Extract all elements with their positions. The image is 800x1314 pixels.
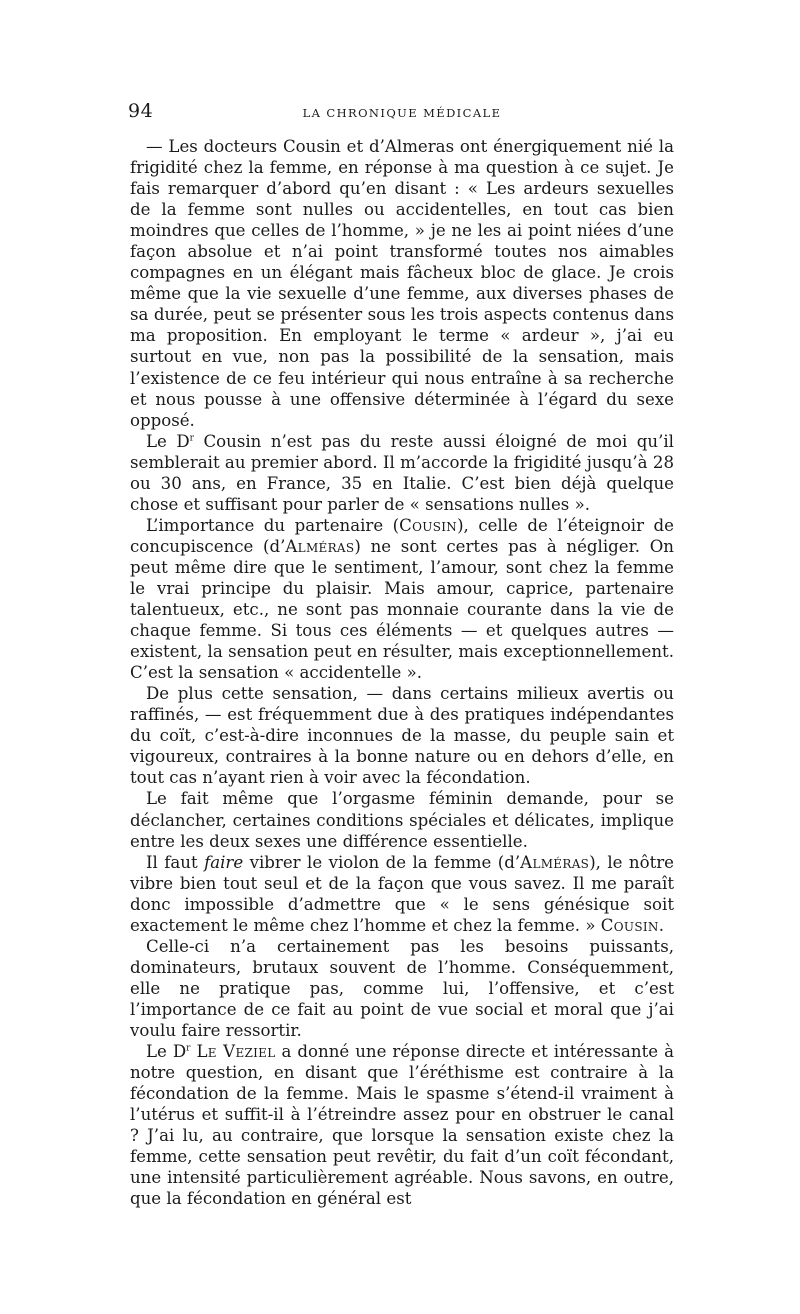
paragraph xyxy=(130,683,674,788)
text-run: a donné une réponse directe et intéressante à notre question, en disant que l’éréthisme est contraire à la fécondation de la femme. Mais le spasme s’étend-il vraiment à l’utérus et suffit-il à l’étreindre assez pour en obstruer le canal ? J’ai lu, au contraire, que lorsque la sensation existe chez la femme, cette sensation peut revêtir, du fait d’un coït fécondant, une intensité particulièrement agréable. Nous savons, en outre, que la fécondation en général est xyxy=(130,1042,674,1209)
text-run: Le D xyxy=(146,1042,187,1062)
text-run: ) ne sont certes pas à négliger. On peut même dire que le sentiment, l’amour, sont chez la femme le vrai principe du plaisir. Mais amour, caprice, partenaire talentueux, etc., ne sont pas monnaie courante dans la vie de chaque femme. Si tous ces éléments — et quelques autres — existent, la sensation peut en résulter, mais exceptionnellement. C’est la sensation « accidentelle ». xyxy=(130,536,674,683)
author-name: Cousin xyxy=(600,915,659,935)
running-title: LA CHRONIQUE MÉDICALE xyxy=(302,106,502,120)
page-header xyxy=(130,100,674,130)
page-number: 94 xyxy=(128,100,154,122)
text-run: . xyxy=(658,915,664,935)
author-name: Cousin xyxy=(399,515,458,535)
text-run: ), celle de l’éteignoir de concupiscence (d’ xyxy=(130,515,674,556)
paragraph xyxy=(130,852,674,936)
text-run: Le fait même que l’orgasme féminin demande, pour se déclancher, certaines conditions spéciales et délicates, implique entre les deux sexes une différence essentielle. xyxy=(130,789,674,851)
superscript: r xyxy=(189,433,194,444)
book-page xyxy=(130,100,674,1209)
paragraph xyxy=(130,1041,674,1209)
body-text xyxy=(130,136,674,1209)
paragraph xyxy=(130,136,674,431)
paragraph xyxy=(130,788,674,851)
author-name: Alméras xyxy=(520,852,590,872)
paragraph xyxy=(130,515,674,683)
paragraph xyxy=(130,431,674,515)
emphasis: faire xyxy=(204,852,244,872)
text-run: Celle-ci n’a certainement pas les besoins puissants, dominateurs, brutaux souvent de l’homme. Conséquemment, elle ne pratique pas, comme lui, l’offensive, et c’est l’importance de ce fait au point de vue social et moral que j’ai voulu faire ressortir. xyxy=(130,936,674,1040)
text-run: Le D xyxy=(146,431,190,451)
author-name: Alméras xyxy=(285,536,355,556)
text-run: L’importance du partenaire ( xyxy=(146,515,400,535)
text-run: ), le nôtre vibre bien tout seul et de la façon que vous savez. Il me paraît donc impossible d’admettre que « le sens génésique soit exactement le même chez l’homme et chez la femme. » xyxy=(130,852,674,935)
text-run: Cousin n’est pas du reste aussi éloigné de moi qu’il semblerait au premier abord. Il m’accorde la frigidité jusqu’à 28 ou 30 ans, en France, 35 en Italie. C’est bien déjà quelque chose et suffisant pour parler de « sensations nulles ». xyxy=(130,431,674,514)
author-name: Le Veziel xyxy=(196,1042,276,1062)
text-run: De plus cette sensation, — dans certains milieux avertis ou raffinés, — est fréquemment due à des pratiques indépendantes du coït, c’est-à-dire inconnues de la masse, du peuple sain et vigoureux, contraires à la bonne nature ou en dehors d’elle, en tout cas n’ayant rien à voir avec la fécondation. xyxy=(130,684,674,788)
text-run: vibrer le violon de la femme (d’ xyxy=(243,852,521,872)
text-run: Il faut xyxy=(146,852,205,872)
text-run: — Les docteurs Cousin et d’Almeras ont énergiquement nié la frigidité chez la femme, en réponse à ma question à ce sujet. Je fais remarquer d’abord qu’en disant : « Les ardeurs sexuelles de la femme sont nulles ou accidentelles, en tout cas bien moindres que celles de l’homme, » je ne les ai point niées d’une façon absolue et n’ai point transformé toutes nos aimables compagnes en un élégant mais fâcheux bloc de glace. Je crois même que la vie sexuelle d’une femme, aux diverses phases de sa durée, peut se présenter sous les trois aspects contenus dans ma proposition. En employant le terme « ardeur », j’ai eu surtout en vue, non pas la possibilité de la sensation, mais l’existence de ce feu intérieur qui nous entraîne à sa recherche et nous pousse à une offensive déterminée à l’égard du sexe opposé. xyxy=(130,137,674,430)
paragraph xyxy=(130,936,674,1041)
superscript: r xyxy=(186,1043,191,1054)
